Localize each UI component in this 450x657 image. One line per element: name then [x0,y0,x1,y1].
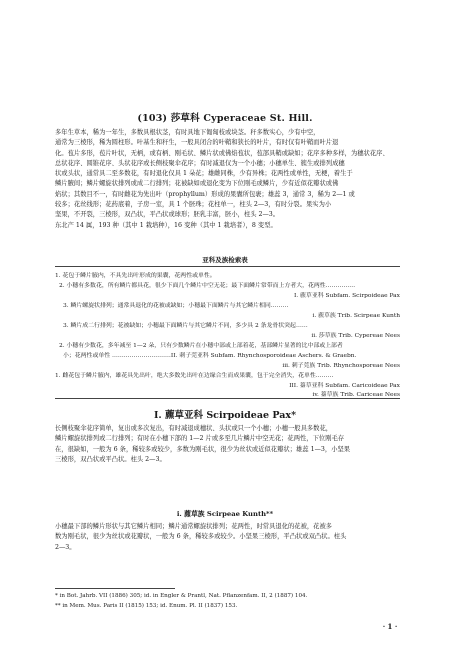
page-number: · 1 · [382,622,398,631]
footnote-rule [55,588,175,589]
key-entry: 3. 鳞片成二行排列；花被缺如；小穗最下面鳞片与其它鳞片不同，多少具 2 条龙骨状突起…… [63,323,308,329]
subfamily-line: 三棱形，双凸状或平凸状。柱头 2—3。 [55,455,166,463]
key-entry: 2. 小穗有少数花，多年减至 1—2 朵，只有少数鳞片在小穗中部或上部着花，基部鳞片显著的比中部或上部者 [59,343,343,349]
key-top-rule [55,266,400,267]
tribe-description [55,522,400,553]
key-entry-taxon: iii. 刺子莞族 Trib. Rhynchosporeae Nees [282,363,400,369]
family-description [55,128,400,231]
subfamily-description [55,424,400,465]
tribe-line: 数为刚毛状，很少为丝状或花瓣状，一般为 6 条，稀较多或较少。小坚果三棱形，平凸状或双凸状。柱头 [55,533,347,541]
key-entry-taxon: I. 藨草亚科 Subfam. Scirpoideae Pax [293,293,400,299]
key-bottom-rule [55,398,400,399]
subfamily-line: 在，很缺如，一般为 6 条，稀较多或较少，多数为刚毛状，很少为丝状或近似花瓣状；雄蕊 1—3，小坚果 [55,445,351,453]
key-entry-taxon: iv. 薹草族 Trib. Cariceae Nees [312,392,400,398]
subfamily-heading: I. 藨草亚科 Scirpoideae Pax* [153,410,297,421]
key-entry: 3. 鳞片螺旋状排列；通常具退化的花被或缺如；小穗最下面鳞片与其它鳞片相同……… [63,303,289,309]
key-entry-taxon: i. 藨草族 Trib. Scirpeae Kunth [312,313,400,319]
key-title: 亚科及族检索表 [202,256,248,264]
key-entry: 1. 花包于鳞片腋内，不具先出叶形成的果囊，花两性或单性。 [55,273,216,279]
tribe-line: 小穗最下部的鳞片形状与其它鳞片相同；鳞片通常螺旋状排列；花两性，时常具退化的花被，花被多 [55,523,333,530]
description-line: 状或头状，通常具二至多数花，有时退化仅具 1 朵花；雄雌同株，少有异株；花两性或单性，无梗，着生于 [55,170,353,178]
key-entry: 2. 小穗有多数花，所有鳞片都具花，很少下面几个鳞片中空无花；最下面鳞片常带而上方者大，花两性…………… [59,283,356,289]
description-line: 总状花序、圆锥花序、头状花序或长侧枝聚伞花序；有时减退仅为一个小穗；小穗单生、簇生或排列成穗 [55,159,345,167]
key-entry: 小；花两性或单性 …………………………II. 刺子莞亚科 Subfam. Rhynchosporoideae Aschers. & Graebn. [63,353,357,359]
footnote: * in Bot. Jahrb. VII (1886) 305; id. in Engler & Prantl, Nat. Pflanzenfam. II, 2 (1887) 104. [55,593,308,599]
description-line: 鳞片腋间；鳞片螺旋状排列或成二行排列；花被缺如或退化变为下位刚毛或鳞片，少有近似花瓣状或佛 [55,180,339,188]
key-entry: 1. 雌花包于鳞片腋内，雄花具先出叶，绝大多数先出叶在边缘合生而成果囊，包于完全消失，花单性……… [55,373,334,379]
description-line: 焰状；其数目不一，有时雌花为先出叶（prophyllum）形成的果囊所包裹；雄蕊 3，通常 3，稀为 2—1 或 [55,190,355,198]
key-entry-taxon: ii. 莎草族 Trib. Cypereae Nees [311,333,400,339]
tribe-heading: i. 藨草族 Scirpeae Kunth** [176,510,274,518]
description-line: 坚果，不开裂，三棱形，双凸状，平凸状或球形；胚乳丰富，胚小，柱头 2—3。 [55,211,280,219]
description-line: 较多；花丝线形；花药底着，子房一室，具 1 个胚珠；花柱单一，柱头 2—3，有时分裂。果实为小 [55,201,332,209]
tribe-line: 2—3。 [55,543,76,551]
footnote: ** in Mem. Mus. Paris II (1815) 153; id. Enum. Pl. II (1837) 153. [55,603,238,609]
subfamily-line: 鳞片螺旋状排列或二行排列；有时在小穗下部的 1—2 片或多至几片鳞片中空无花；花两性，下位刚毛存 [55,435,345,443]
description-line: 多年生草本，稀为一年生，多数具根状茎，有时具地下匍匐枝或块茎。秆多数实心，少有中空， [55,129,320,136]
subfamily-line: 长侧枝聚伞花序简单，复出或多次复出，有时减退成穗状、头状或只一个小穗；小穗一般具多数花， [55,425,333,432]
key-entry-taxon: III. 薹草亚科 Subfam. Caricoideae Pax [289,383,400,389]
distribution-note: 东北产 14 属，193 种（其中 1 栽培种），16 变种（其中 1 栽培者），8 变型。 [55,221,277,229]
description-line: 化。苞片多形，苞片叶状，无柄，或有柄、刚毛状、鳞片状或佛焰苞状，苞部具鞘或缺如；花序多种多样，为穗状花序、 [55,149,389,157]
description-line: 通常为三棱形，稀为圆柱形。叶基生和秆生，一般具闭合的叶鞘和狭长的叶片，有时仅有叶鞘而叶片退 [55,139,339,147]
family-heading: (103) 莎草科 Cyperaceae St. Hill. [137,113,313,124]
